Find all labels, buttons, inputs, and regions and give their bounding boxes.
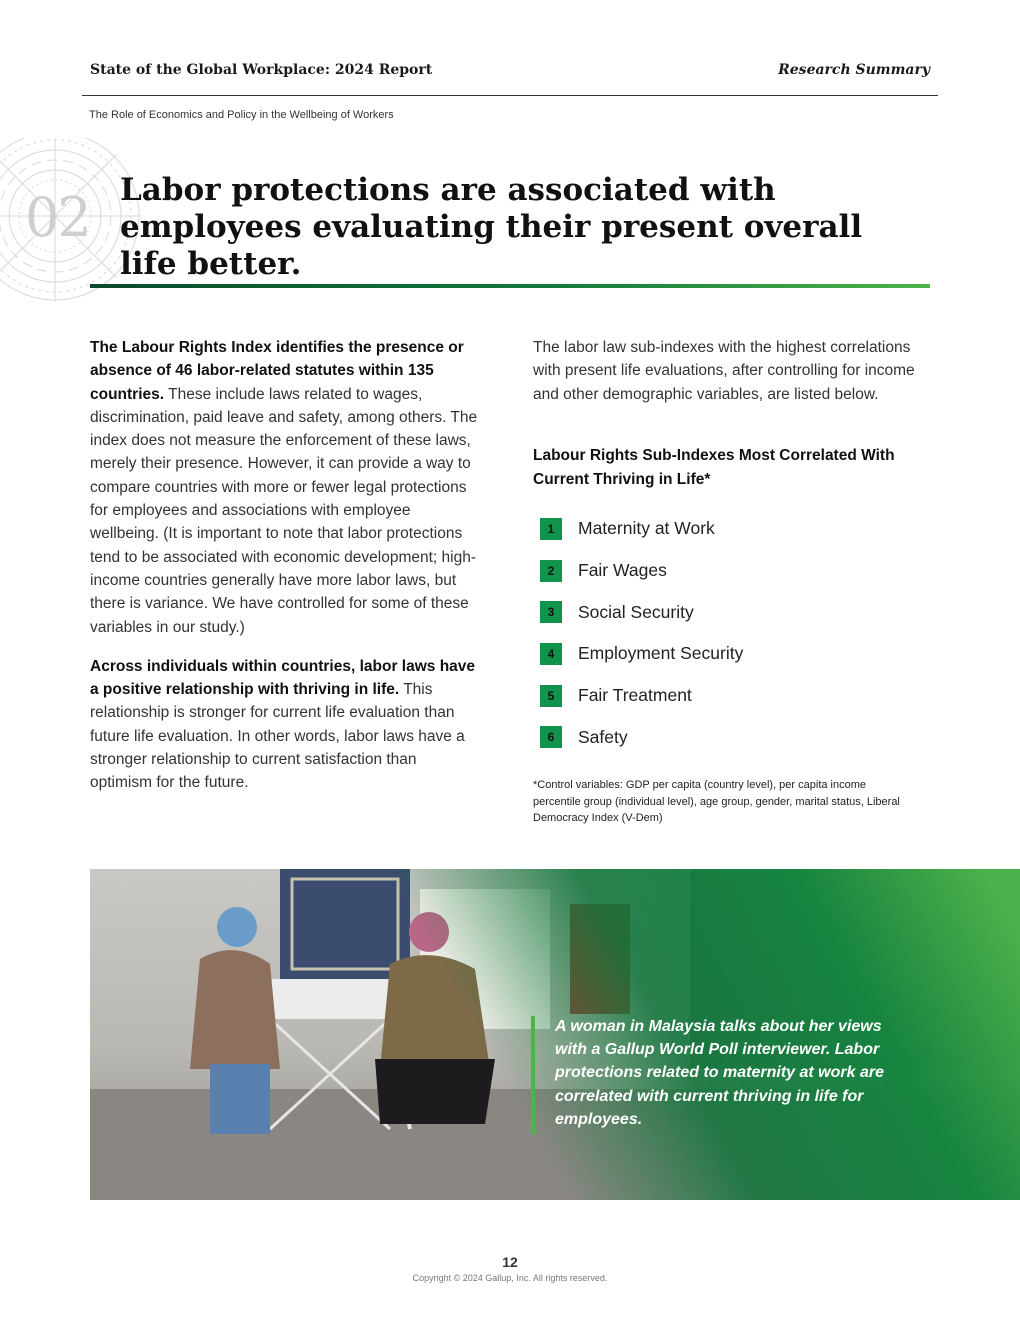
list-item	[540, 591, 743, 633]
right-column-intro	[533, 336, 925, 406]
list-item	[540, 675, 743, 717]
sub-index-list	[540, 508, 743, 758]
left-column	[90, 336, 482, 811]
rank-badge: 5	[540, 685, 562, 707]
photo-caption: A woman in Malaysia talks about her views with a Gallup World Poll interviewer. Labor protections related to maternity at work are correlated with current thriving in life for employees.	[555, 1018, 884, 1128]
rank-badge: 4	[540, 643, 562, 665]
headline-divider	[90, 284, 930, 288]
rank-badge: 6	[540, 726, 562, 748]
intro-body: These include laws related to wages, discrimination, paid leave and safety, among others. The index does not measure the enforcement of these laws, merely their presence. However, it can provide a way to compare countries with more or fewer legal protections for employees and associations with employee wellbeing. (It is important to note that labor protections tend to be associated with economic development; high-income countries generally have more labor laws, but there is variance. We have controlled for some of these variables in our study.)	[90, 385, 478, 636]
section-number: 02	[25, 186, 90, 249]
sub-index-list-title: Labour Rights Sub-Indexes Most Correlated With Current Thriving in Life*	[533, 447, 895, 488]
rank-badge: 1	[540, 518, 562, 540]
paragraph-findings	[90, 655, 482, 795]
findings-lead: Across individuals within countries, labor laws have a positive relationship with thriving in life.	[90, 657, 476, 699]
copyright-notice: Copyright © 2024 Gallup, Inc. All rights reserved.	[412, 1273, 608, 1283]
section-subtitle: The Role of Economics and Policy in the Wellbeing of Workers	[89, 109, 394, 121]
doc-type-label: Research Summary	[778, 62, 930, 78]
paragraph-intro	[90, 336, 482, 639]
list-item	[540, 633, 743, 675]
list-item	[540, 508, 743, 550]
intro-lead: The Labour Rights Index identifies the presence or absence of 46 labor-related statutes within 135 countries.	[90, 339, 464, 403]
header-divider	[82, 95, 938, 96]
sub-index-intro: The labor law sub-indexes with the highest correlations with present life evaluations, after controlling for income and other demographic variables, are listed below.	[533, 339, 915, 403]
page-headline: Labor protections are associated with employees evaluating their present overall life better.	[120, 172, 863, 282]
control-variables-footnote: *Control variables: GDP per capita (country level), per capita income percentile group (individual level), age group, gender, marital status, Liberal Democracy Index (V-Dem)	[533, 779, 900, 824]
caption-accent-bar	[531, 1016, 535, 1134]
findings-body: This relationship is stronger for current life evaluation than future life evaluation. In other words, labor laws have a stronger relationship to current satisfaction than optimism for the future.	[90, 681, 465, 792]
page-number: 12	[502, 1254, 518, 1270]
rank-label: Fair Treatment	[578, 685, 692, 706]
list-item	[540, 550, 743, 592]
list-item	[540, 716, 743, 758]
rank-label: Employment Security	[578, 643, 744, 664]
interview-photo	[90, 869, 1020, 1200]
rank-label: Social Security	[578, 601, 694, 622]
report-title: State of the Global Workplace: 2024 Report	[90, 62, 433, 78]
rank-label: Fair Wages	[578, 560, 667, 581]
rank-badge: 3	[540, 601, 562, 623]
rank-badge: 2	[540, 560, 562, 582]
rank-label: Maternity at Work	[578, 518, 715, 539]
rank-label: Safety	[578, 726, 628, 747]
